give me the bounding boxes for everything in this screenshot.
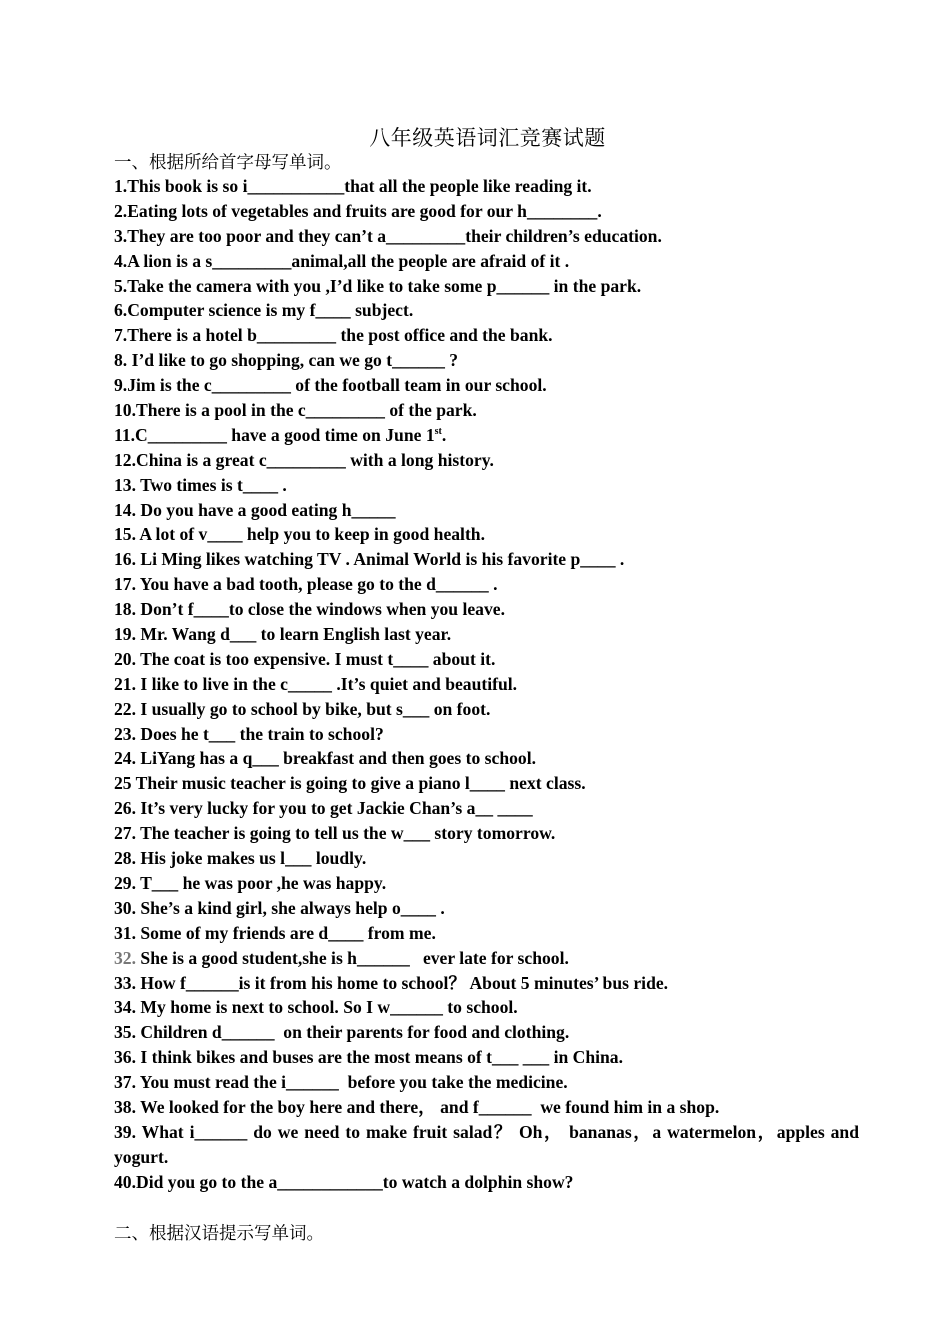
question-34: 34. My home is next to school. So I w______ to school. [114,997,518,1018]
question-11-superscript: st [434,426,442,438]
question-11-end: . [441,424,447,445]
section-2-heading: 二、根据汉语提示写单词。 [114,1223,324,1243]
question-11 [114,423,859,448]
question-2: 2.Eating lots of vegetables and fruits are good for our h________. [114,200,602,221]
question-5: 5.Take the camera with you ,I’d like to take some p______ in the park. [114,275,642,296]
question-21: 21. I like to live in the c_____ .It’s quiet and beautiful. [114,673,518,694]
question-18: 18. Don’t f____to close the windows when you leave. [114,599,505,620]
question-33: 33. How f______is it from his home to school？ About 5 minutes’ bus ride. [114,972,669,993]
question-14: 14. Do you have a good eating h_____ [114,499,396,520]
question-7: 7.There is a hotel b_________ the post office and the bank. [114,325,553,346]
question-32 [114,946,859,971]
question-29: 29. T___ he was poor ,he was happy. [114,872,387,893]
question-8: 8. I’d like to go shopping, can we go t______ ? [114,350,459,371]
section-1-heading: 一、根据所给首字母写单词。 [114,152,342,172]
question-26: 26. It’s very lucky for you to get Jackie Chan’s a__ ____ [114,798,533,819]
question-1: 1.This book is so i___________that all the people like reading it. [114,176,592,196]
question-22: 22. I usually go to school by bike, but s___ on foot. [114,698,491,719]
question-35: 35. Children d______ on their parents for food and clothing. [114,1022,570,1043]
question-27: 27. The teacher is going to tell us the w___ story tomorrow. [114,823,556,844]
question-19: 19. Mr. Wang d___ to learn English last year. [114,624,452,645]
question-12: 12.China is a great c_________ with a long history. [114,449,494,470]
question-11-text: 11.C_________ have a good time on June 1 [114,424,435,445]
question-3: 3.They are too poor and they can’t a_________their children’s education. [114,225,662,246]
question-37: 37. You must read the i______ before you take the medicine. [114,1072,568,1093]
question-39: 39. What i______ do we need to make fruit salad？ Oh， bananas，a watermelon，apples and yogurt. [114,1121,859,1167]
question-13: 13. Two times is t____ . [114,474,287,495]
question-30: 30. She’s a kind girl, she always help o____ . [114,897,445,918]
question-23: 23. Does he t___ the train to school? [114,723,384,744]
question-32-number: 32. [114,947,136,968]
question-list [114,174,859,1195]
question-38: 38. We looked for the boy here and there， and f______ we found him in a shop. [114,1096,720,1117]
question-40: 40.Did you go to the a____________to watch a dolphin show? [114,1171,574,1192]
question-10: 10.There is a pool in the c_________ of the park. [114,400,477,421]
question-28: 28. His joke makes us l___ loudly. [114,848,367,869]
question-17: 17. You have a bad tooth, please go to the d______ . [114,574,498,595]
question-15: 15. A lot of v____ help you to keep in good health. [114,524,485,545]
question-6: 6.Computer science is my f____ subject. [114,300,414,321]
question-36: 36. I think bikes and buses are the most means of t___ ___ in China. [114,1047,623,1068]
page-title: 八年级英语词汇竞赛试题 [369,126,606,150]
question-31: 31. Some of my friends are d____ from me. [114,922,436,943]
question-9: 9.Jim is the c_________ of the football team in our school. [114,375,547,396]
question-20: 20. The coat is too expensive. I must t____ about it. [114,648,496,669]
question-16: 16. Li Ming likes watching TV . Animal World is his favorite p____ . [114,549,625,570]
question-4: 4.A lion is a s_________animal,all the people are afraid of it . [114,250,570,271]
question-25: 25 Their music teacher is going to give a piano l____ next class. [114,773,586,794]
question-32-text: She is a good student,she is h______ ever late for school. [140,947,569,968]
question-24: 24. LiYang has a q___ breakfast and then goes to school. [114,748,536,769]
